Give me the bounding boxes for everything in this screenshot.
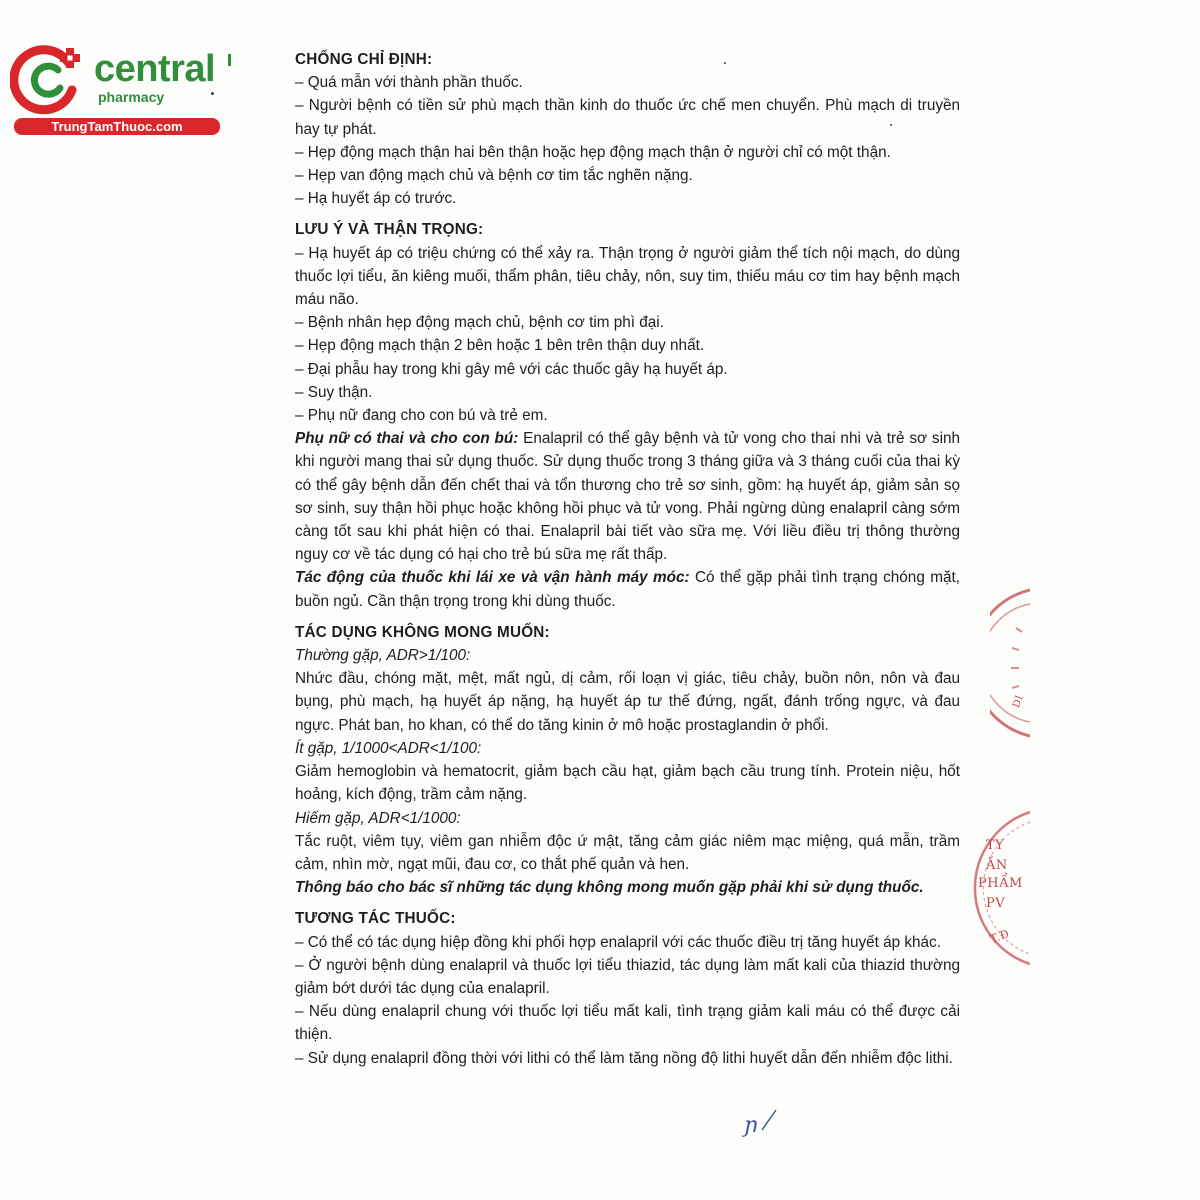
driving-label: Tác động của thuốc khi lái xe và vận hành máy móc: <box>295 569 690 587</box>
list-item: – Hẹp van động mạch chủ và bệnh cơ tim tắc nghẽn nặng. <box>295 167 693 185</box>
list-item: – Hạ huyết áp có triệu chứng có thể xảy ra. Thận trọng ở người giảm thể tích nội mạch, do dùng thuốc lợi tiểu, ăn kiêng muối, thẩm phân, tiêu chảy, nôn, suy tim, thiếu máu cơ tim hay bệnh mạch máu não. <box>295 244 960 309</box>
pregnancy-paragraph <box>295 427 960 566</box>
heading-tuong-tac: TƯƠNG TÁC THUỐC: <box>295 910 456 928</box>
list-item: – Có thể có tác dụng hiệp đồng khi phối hợp enalapril với các thuốc điều trị tăng huyết áp khác. <box>295 933 941 951</box>
list-item: – Hẹp động mạch thận hai bên thận hoặc hẹp động mạch thận ở người chỉ có một thận. <box>295 143 891 161</box>
heading-tac-dung: TÁC DỤNG KHÔNG MONG MUỐN: <box>295 623 550 641</box>
rare-label: Hiếm gặp, ADR<1/1000: <box>295 809 461 827</box>
company-stamp-lower <box>972 808 1030 968</box>
uncommon-text: Giảm hemoglobin và hematocrit, giảm bạch cầu hạt, giảm bạch cầu trung tính. Protein niệu, hốt hoảng, kích động, trầm cảm nặng. <box>295 763 960 804</box>
heading-luu-y: LƯU Ý VÀ THẬN TRỌNG: <box>295 221 484 239</box>
signature-glyph: ɲ <box>744 1113 759 1138</box>
common-label: Thường gặp, ADR>1/100: <box>295 647 471 665</box>
stamp-line: PV <box>986 896 1006 911</box>
heading-chong-chi-dinh: CHỐNG CHỈ ĐỊNH: <box>295 51 433 68</box>
pharmacy-cross-logo-icon <box>10 42 84 116</box>
list-item: – Hẹp động mạch thận 2 bên hoặc 1 bên trên thận duy nhất. <box>295 337 705 355</box>
pregnancy-label: Phụ nữ có thai và cho con bú: <box>295 430 519 448</box>
central-pharmacy-logo[interactable] <box>10 36 225 136</box>
logo-site-link[interactable]: TrungTamThuoc.com <box>14 118 220 135</box>
stamp-fragment: DI <box>1011 693 1026 710</box>
list-item: – Phụ nữ đang cho con bú và trẻ em. <box>295 407 548 425</box>
list-item: – Bệnh nhân hẹp động mạch chủ, bệnh cơ tim phì đại. <box>295 314 664 332</box>
list-item: – Hạ huyết áp có trước. <box>295 190 457 208</box>
list-item: – Nếu dùng enalapril chung với thuốc lợi tiểu mất kali, tình trạng giảm kali máu có thể được cải thiện. <box>295 1003 960 1044</box>
pregnancy-text: Enalapril có thể gây bệnh và tử vong cho thai nhi và trẻ sơ sinh khi người mang thai sử dụng thuốc. Sử dụng thuốc trong 3 tháng giữa và 3 tháng cuối của thai kỳ có thể gây bệnh dẫn đến chết thai và tổn thương cho trẻ sơ sinh, gồm: hạ huyết áp, giảm sản sọ sơ sinh, suy thận hồi phục hoặc không hồi phục và tử vong. Phải ngừng dùng enalapril càng sớm càng tốt sau khi phát hiện có thai. Enalapril bài tiết vào sữa mẹ. Với liều điều trị thông thường nguy cơ về tác dụng có hại cho trẻ bú sữa mẹ rất thấp. <box>295 430 960 564</box>
common-text: Nhức đầu, chóng mặt, mệt, mất ngủ, dị cảm, rối loạn vị giác, tiêu chảy, buồn nôn, nôn và đau bụng, phù mạch, hạ huyết áp nặng, hạ huyết áp tư thế đứng, ngất, đánh trống ngực, và đau ngực. Phát ban, ho khan, có thể do tăng kinin ở mô hoặc prostaglandin ở phổi. <box>295 670 960 734</box>
logo-subtitle: pharmacy <box>98 89 165 105</box>
list-item: – Quá mẫn với thành phần thuốc. <box>295 74 523 92</box>
scan-speck <box>724 62 726 64</box>
stamp-line: PHẨM <box>978 876 1023 891</box>
scan-speck <box>890 124 892 126</box>
stamp-line: TY <box>986 838 1005 853</box>
list-item: – Ở người bệnh dùng enalapril và thuốc lợi tiểu thiazid, tác dụng làm mất kali của thiazid thường giảm bớt dưới tác dụng của enalapril. <box>295 956 960 997</box>
adr-notice: Thông báo cho bác sĩ những tác dụng không mong muốn gặp phải khi sử dụng thuốc. <box>295 879 924 897</box>
company-stamp-upper <box>990 588 1030 738</box>
signature-mark <box>742 1106 782 1138</box>
list-item: – Người bệnh có tiền sử phù mạch thần kinh do thuốc ức chế men chuyển. Phù mạch di truyền hay tự phát. <box>295 97 960 138</box>
list-item: – Suy thận. <box>295 383 373 401</box>
logo-tick <box>228 54 231 66</box>
uncommon-label: Ít gặp, 1/1000<ADR<1/100: <box>295 739 482 757</box>
rare-text: Tắc ruột, viêm tụy, viêm gan nhiễm độc ứ mật, tăng cảm giác niêm mạc miệng, quá mẫn, trầm cảm, nhìn mờ, ngạt mũi, đau cơ, co thắt phế quản và hen. <box>295 832 960 873</box>
stamp-ring-icon <box>990 588 1030 738</box>
driving-text: Có thể gặp phải tình trạng chóng mặt, buồn ngủ. Cần thận trọng trong khi dùng thuốc. <box>295 569 960 610</box>
list-item: – Sử dụng enalapril đồng thời với lithi có thể làm tăng nồng độ lithi huyết dẫn đến nhiễm độc lithi. <box>295 1049 953 1067</box>
package-insert-text <box>295 48 960 1070</box>
list-item: – Đại phẫu hay trong khi gây mê với các thuốc gây hạ huyết áp. <box>295 360 728 378</box>
stamp-line: ẦN <box>986 858 1008 873</box>
driving-paragraph <box>295 566 960 612</box>
stamp-line: T.Đ <box>988 927 1012 946</box>
scan-speck <box>211 92 214 95</box>
logo-brand: central <box>94 48 216 90</box>
